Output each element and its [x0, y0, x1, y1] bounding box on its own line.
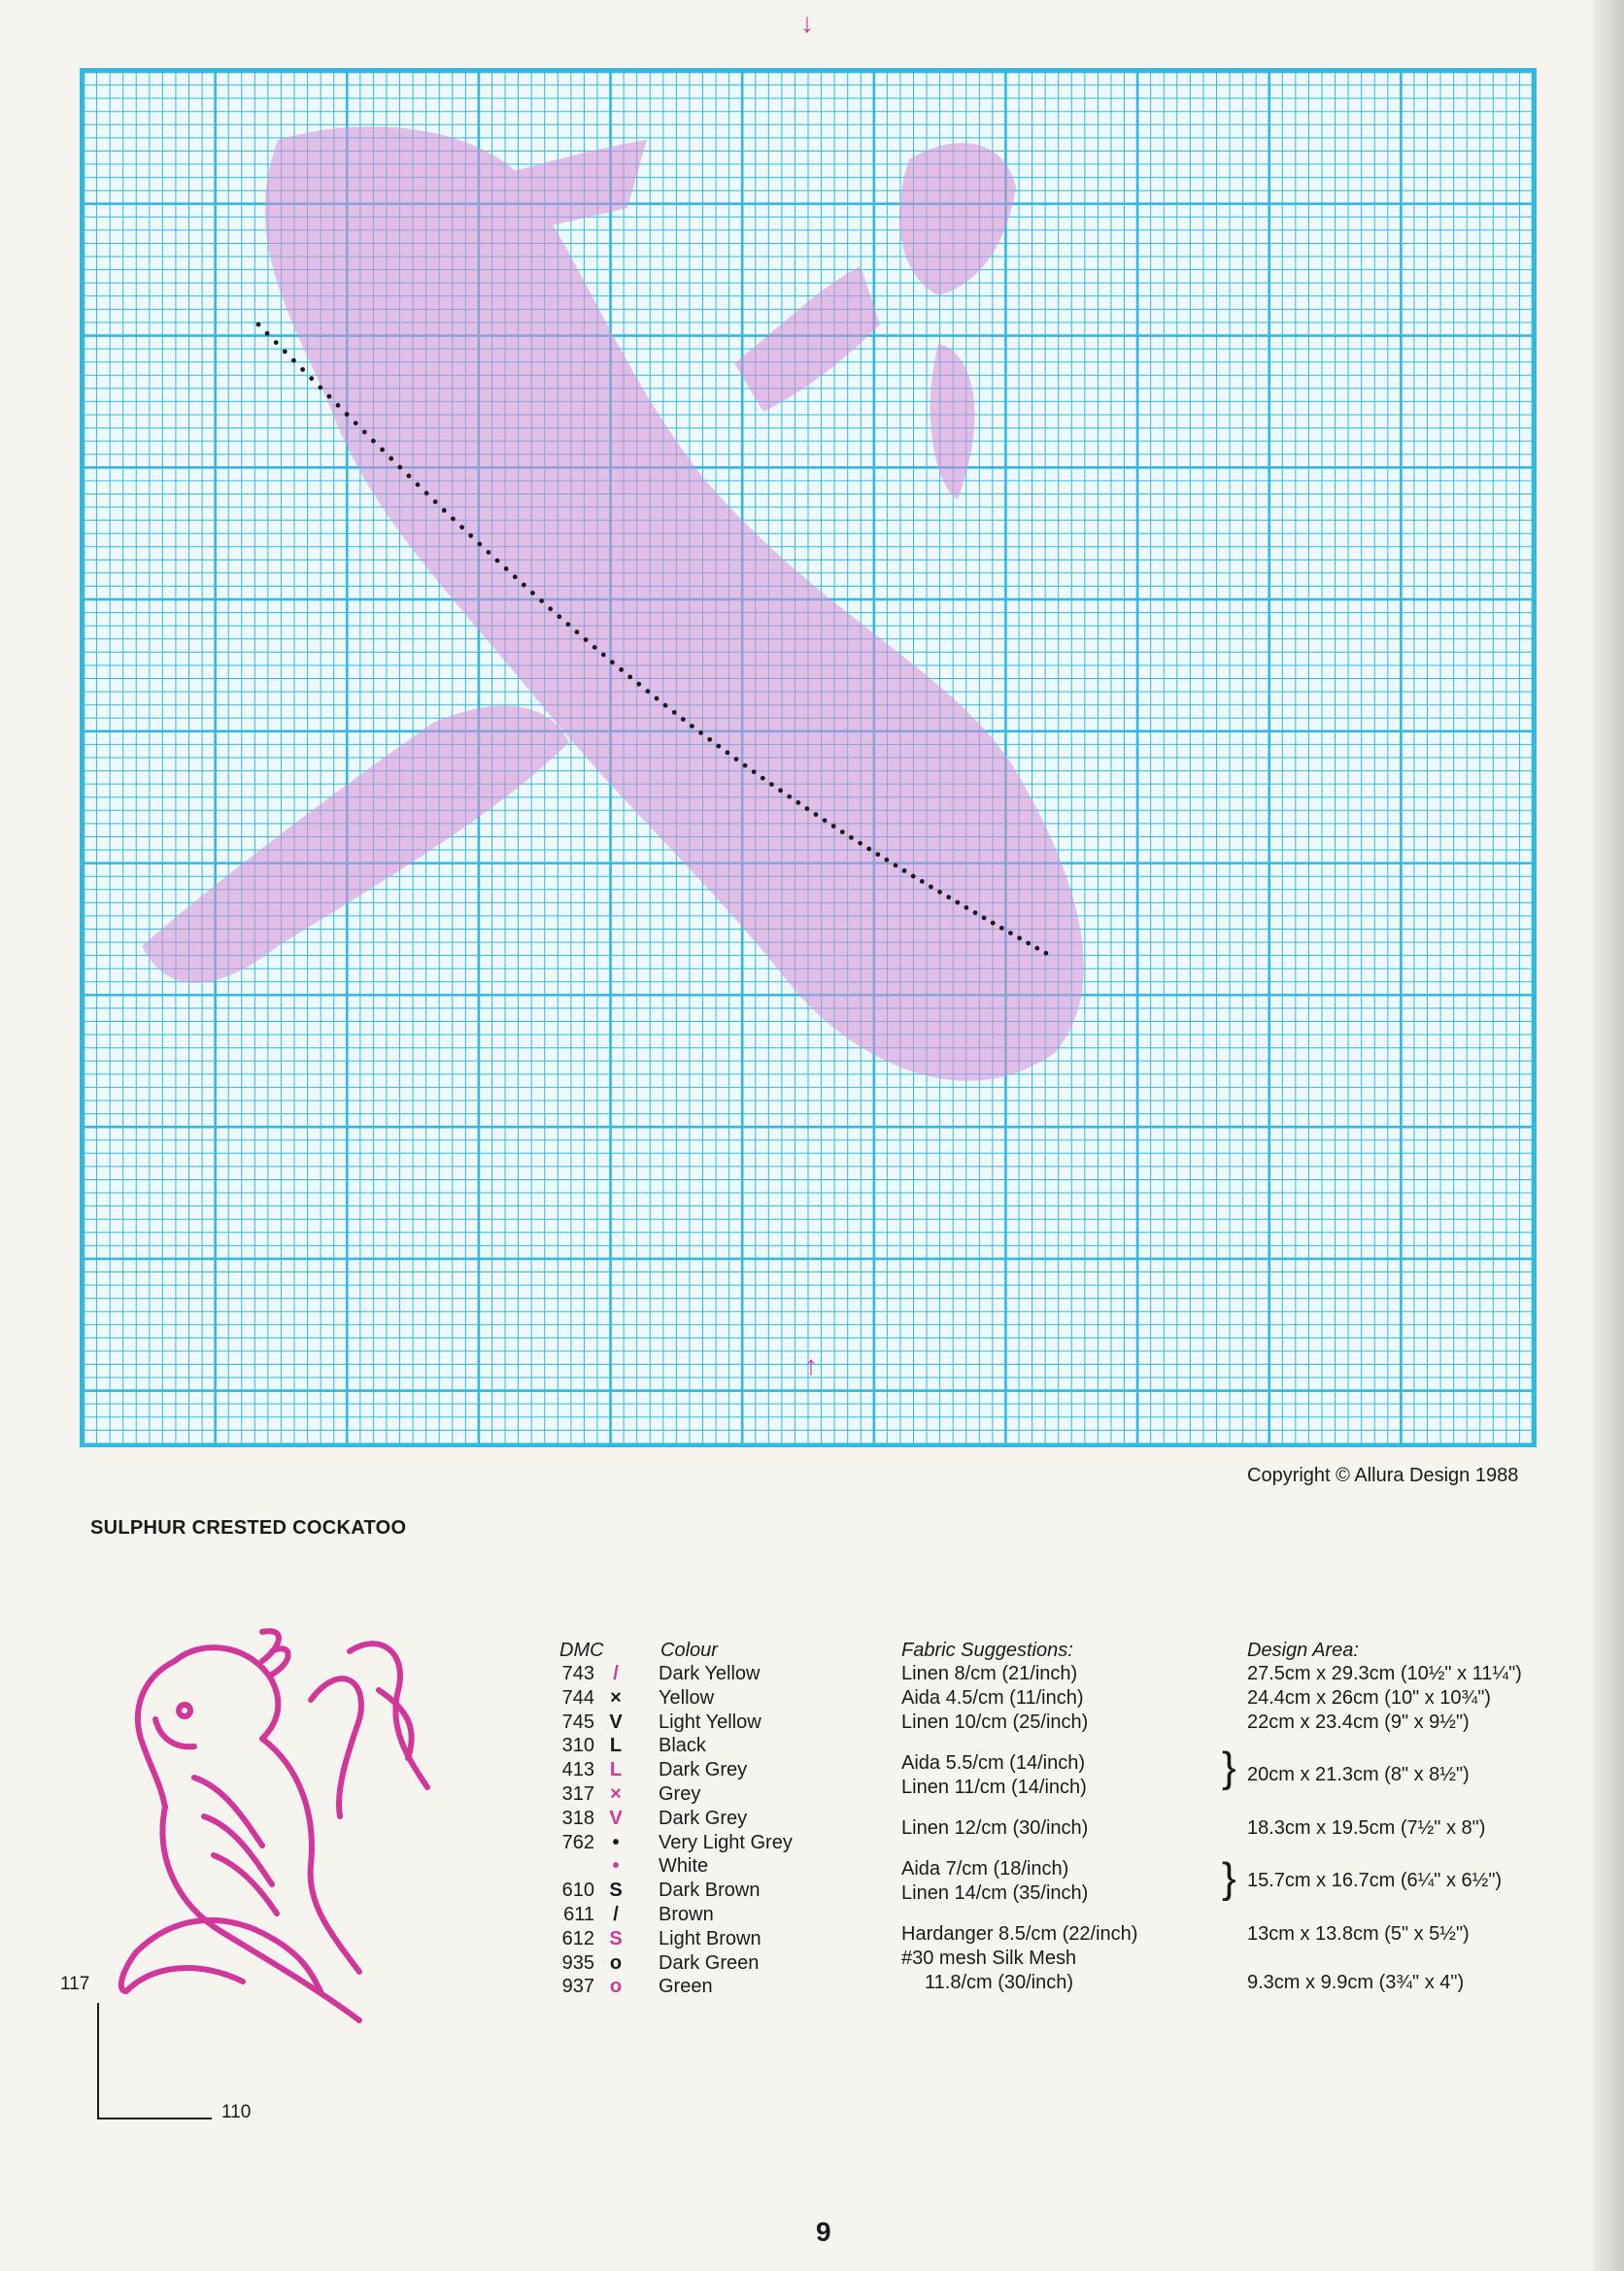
stitch-symbol-icon: V [609, 1807, 623, 1829]
copyright-notice: Copyright © Allura Design 1988 [1247, 1465, 1519, 1486]
bottom-center-arrow-icon: ↑ [804, 1350, 818, 1380]
design-area-row: 18.3cm x 19.5cm (7½" x 8") [1247, 1817, 1486, 1839]
fabric-row: Linen 10/cm (25/inch) [901, 1712, 1089, 1733]
fabric-row: Linen 8/cm (21/inch) [901, 1663, 1078, 1684]
legend-row [554, 1952, 759, 1975]
dmc-code: 310 [561, 1735, 594, 1757]
dmc-code: 612 [561, 1927, 594, 1949]
stitch-symbol-icon: S [609, 1927, 623, 1949]
colour-name: Very Light Grey [659, 1831, 793, 1853]
stitch-symbol-icon: / [613, 1663, 619, 1684]
height-scale-line [97, 2003, 99, 2119]
legend-row [554, 1832, 793, 1854]
colour-name: Dark Grey [659, 1807, 748, 1829]
page-number: 9 [816, 2217, 831, 2247]
fabric-row: Aida 4.5/cm (11/inch) [901, 1687, 1084, 1709]
stitch-symbol-icon: V [609, 1711, 623, 1733]
design-area-row: 15.7cm x 16.7cm (6¼" x 6½") [1247, 1870, 1503, 1891]
page-edge [1593, 0, 1624, 2271]
legend-row [554, 1928, 761, 1950]
colour-name: Dark Brown [659, 1880, 761, 1902]
fabric-row: Linen 12/cm (30/inch) [901, 1817, 1089, 1839]
stitch-symbol-icon: L [609, 1735, 623, 1757]
dmc-code: 745 [561, 1711, 594, 1733]
stitch-symbol-icon: × [610, 1783, 622, 1805]
pattern-title: SULPHUR CRESTED COCKATOO [90, 1517, 407, 1539]
dmc-code: 937 [561, 1976, 594, 1998]
design-area-row: 27.5cm x 29.3cm (10½" x 11¼") [1247, 1663, 1522, 1684]
colour-name: Black [659, 1735, 706, 1757]
dmc-code: 743 [561, 1663, 594, 1684]
legend-row [554, 1712, 761, 1734]
brace-icon: } [1222, 1854, 1236, 1902]
dmc-code: 318 [561, 1807, 594, 1829]
stitch-symbol-icon: • [612, 1831, 620, 1853]
dmc-header: DMC [559, 1640, 604, 1661]
colour-name: Yellow [659, 1686, 715, 1709]
colour-name: Dark Grey [659, 1759, 748, 1781]
colour-name: Dark Yellow [659, 1663, 761, 1684]
dmc-code: 610 [561, 1880, 594, 1902]
design-area-row: 24.4cm x 26cm (10" x 10¾") [1247, 1687, 1491, 1709]
fabric-row: Aida 5.5/cm (14/inch) [901, 1752, 1085, 1774]
fabric-row: #30 mesh Silk Mesh [901, 1948, 1077, 1969]
legend-row [554, 1783, 700, 1806]
design-area-row: 9.3cm x 9.9cm (3¾" x 4") [1247, 1972, 1465, 1993]
fabric-row: Hardanger 8.5/cm (22/inch) [901, 1923, 1138, 1945]
top-center-arrow-icon: ↓ [800, 8, 814, 38]
design-area-row: 22cm x 23.4cm (9" x 9½") [1247, 1712, 1470, 1733]
stitch-symbol-icon: L [609, 1759, 623, 1781]
stitch-symbol-icon: / [613, 1904, 619, 1925]
cross-stitch-chart [80, 68, 1537, 1447]
design-area-row: 13cm x 13.8cm (5" x 5½") [1247, 1923, 1470, 1945]
dmc-code: 317 [561, 1783, 594, 1805]
cockatoo-illustration [117, 1622, 505, 2030]
design-area-header: Design Area: [1247, 1640, 1359, 1661]
legend-row [554, 1687, 714, 1710]
legend-row [554, 1904, 714, 1926]
brace-icon: } [1222, 1744, 1236, 1791]
fabric-row: Linen 11/cm (14/inch) [901, 1777, 1087, 1798]
colour-name: Light Brown [659, 1927, 761, 1949]
stitch-symbol-icon: o [609, 1976, 623, 1998]
dmc-code: 611 [563, 1904, 594, 1925]
colour-name: Brown [659, 1904, 714, 1925]
dmc-code: 413 [561, 1759, 594, 1781]
colour-name: Light Yellow [659, 1711, 761, 1733]
colour-name: Green [659, 1976, 713, 1998]
colour-header: Colour [660, 1640, 718, 1661]
colour-name: White [659, 1855, 709, 1878]
stitch-symbol-icon: • [612, 1855, 620, 1878]
width-stitch-count: 110 [221, 2102, 252, 2122]
width-scale-line [97, 2118, 212, 2119]
legend-row [554, 1976, 713, 1998]
chart-grid [84, 72, 1533, 1443]
fabric-row: Aida 7/cm (18/inch) [901, 1858, 1069, 1880]
legend-row [554, 1759, 747, 1781]
dmc-code: 762 [561, 1831, 594, 1853]
fabric-row: 11.8/cm (30/inch) [925, 1972, 1074, 1993]
design-area-row: 20cm x 21.3cm (8" x 8½") [1247, 1764, 1470, 1785]
height-stitch-count: 117 [60, 1974, 90, 1994]
dmc-code: 744 [561, 1686, 594, 1709]
legend-row [554, 1663, 761, 1685]
stitch-symbol-icon: o [609, 1951, 623, 1974]
legend-row [554, 1855, 708, 1878]
stitch-symbol-icon: S [609, 1880, 623, 1902]
legend-row [554, 1735, 706, 1757]
colour-name: Dark Green [659, 1951, 760, 1974]
colour-name: Grey [659, 1783, 701, 1805]
legend-row [554, 1808, 747, 1830]
legend-row [554, 1880, 760, 1902]
fabric-row: Linen 14/cm (35/inch) [901, 1882, 1089, 1904]
dmc-code: 935 [561, 1951, 594, 1974]
stitch-symbol-icon: × [610, 1686, 622, 1709]
fabric-header: Fabric Suggestions: [901, 1640, 1073, 1661]
